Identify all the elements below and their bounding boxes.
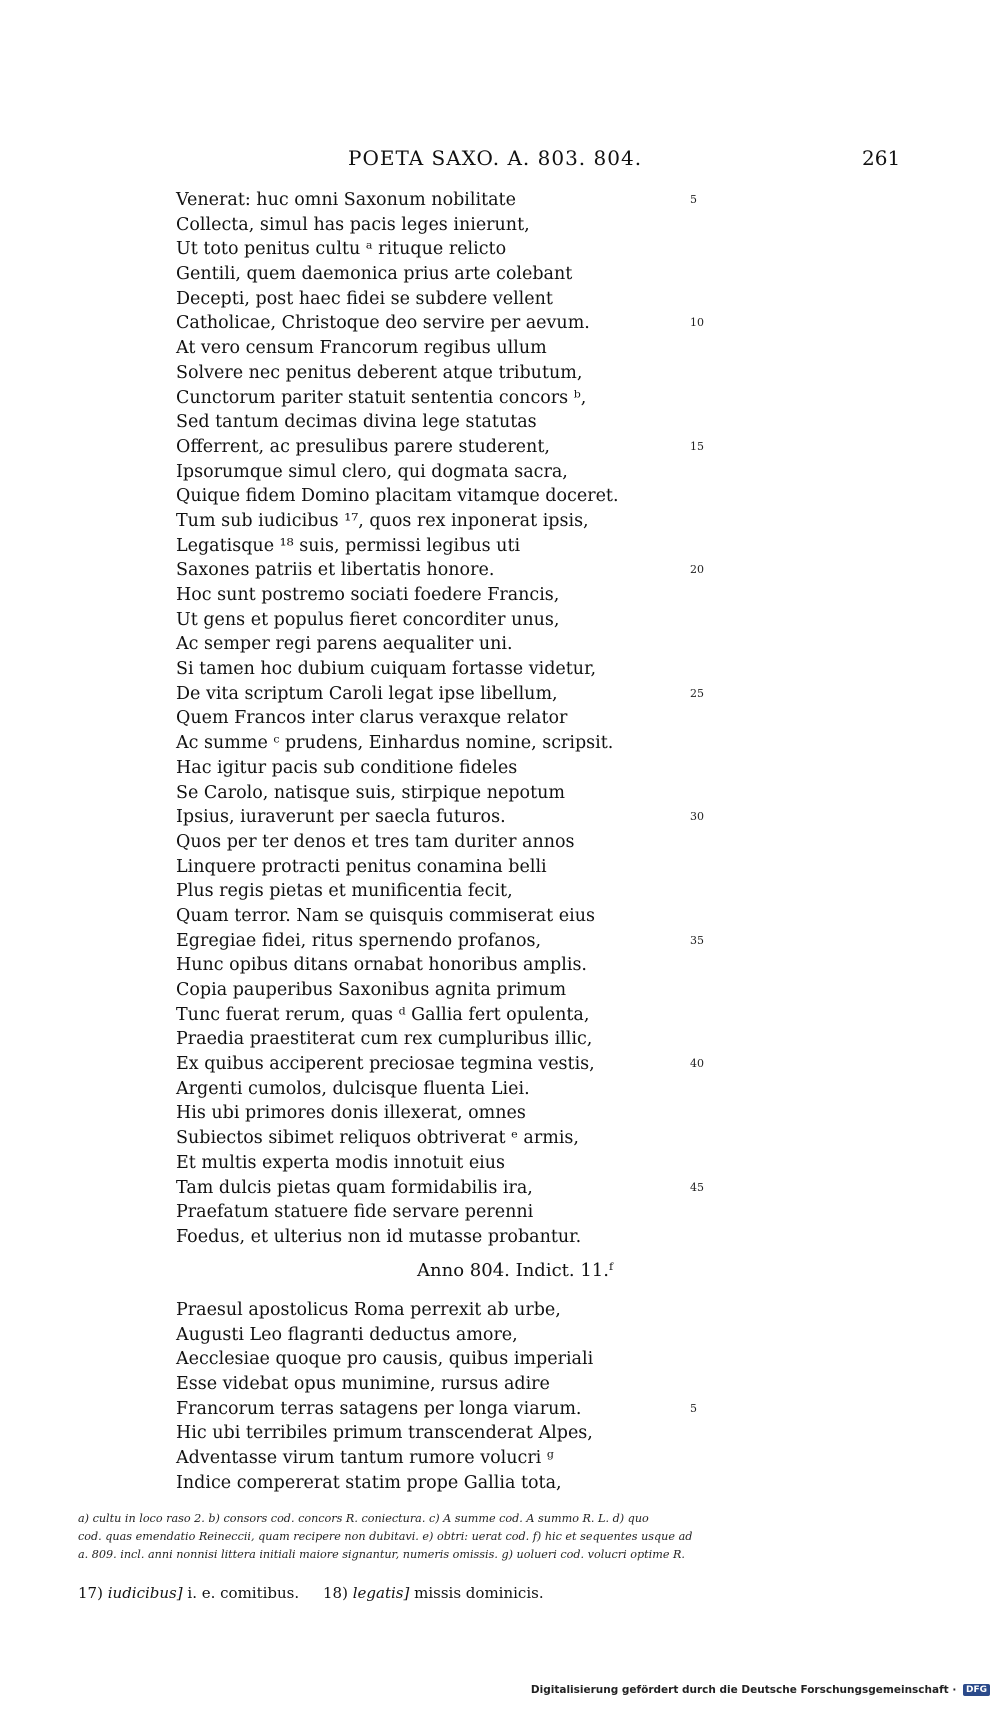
verse-text: Gentili, quem daemonica prius arte colebant: [176, 264, 573, 285]
verse-text: Decepti, post haec fidei se subdere vellent: [176, 288, 553, 309]
note-18-text: missis dominicis.: [414, 1584, 544, 1602]
verse-text: Praesul apostolicus Roma perrexit ab urbe,: [176, 1300, 561, 1320]
verse-line: [176, 855, 736, 880]
note-18-term: legatis]: [352, 1584, 410, 1602]
verse-line: [176, 1446, 736, 1471]
note-18-number: 18): [323, 1584, 348, 1602]
verse-line: [176, 1471, 736, 1496]
verse-line: [176, 410, 736, 435]
verse-text: Quam terror. Nam se quisquis commiserat eius: [176, 905, 595, 926]
verse-line: [176, 262, 736, 287]
verse-line: [176, 1347, 736, 1372]
verse-line: [176, 682, 736, 707]
verse-line: [176, 509, 736, 534]
page-header: [0, 146, 1000, 176]
verse-line: [176, 608, 736, 633]
verse-text: Egregiae fidei, ritus spernendo profanos,: [176, 930, 542, 951]
digitization-credit: [531, 1684, 990, 1696]
verse-text: At vero censum Francorum regibus ullum: [176, 338, 547, 359]
footnote-line: a. 809. incl. anni nonnisi littera initiali maiore signantur, numeris omissis. g) uolueri cod. volucri optime R.: [78, 1548, 685, 1561]
verse-text: His ubi primores donis illexerat, omnes: [176, 1103, 526, 1124]
verse-text: Quem Francos inter clarus veraxque relator: [176, 708, 568, 729]
line-number: 25: [690, 686, 704, 700]
verse-line: [176, 311, 736, 336]
verse-text: Praedia praestiterat cum rex cumpluribus illic,: [176, 1029, 593, 1050]
line-number: 20: [690, 563, 704, 577]
verse-line: [176, 583, 736, 608]
verse-text: Ex quibus acciperent preciosae tegmina vestis,: [176, 1054, 595, 1075]
verse-text: Ac summe ᶜ prudens, Einhardus nomine, scripsit.: [176, 733, 614, 754]
page-number: 261: [862, 146, 901, 170]
line-number: 5: [690, 193, 697, 206]
line-number: 30: [690, 810, 704, 824]
verse-line: [176, 781, 736, 806]
verse-text: Sed tantum decimas divina lege statutas: [176, 412, 537, 433]
verse-line: [176, 237, 736, 262]
line-number: 35: [690, 933, 704, 947]
verse-text: Cunctorum pariter statuit sententia concors ᵇ,: [176, 387, 587, 408]
verse-text: Offerrent, ac presulibus parere studerent,: [176, 436, 550, 457]
verse-line: [176, 756, 736, 781]
verse-line: [176, 706, 736, 731]
verse-text: Argenti cumolos, dulcisque fluenta Liei.: [176, 1078, 530, 1099]
verse-line: [176, 558, 736, 583]
verse-text: Hoc sunt postremo sociati foedere Francis,: [176, 585, 560, 605]
line-number: 45: [690, 1180, 704, 1194]
verse-text: Hunc opibus ditans ornabat honoribus amplis.: [176, 955, 587, 976]
verse-line: [176, 805, 736, 830]
verse-line: [176, 361, 736, 386]
verse-text: Esse videbat opus munimine, rursus adire: [176, 1374, 550, 1395]
verse-text: Ipsius, iuraverunt per saecla futuros.: [176, 807, 506, 828]
verse-line: [176, 953, 736, 978]
verse-line: [176, 904, 736, 929]
verse-line: [176, 1151, 736, 1176]
verse-line: [176, 731, 736, 756]
verse-text: De vita scriptum Caroli legat ipse libellum,: [176, 683, 558, 704]
credit-text: Digitalisierung gefördert durch die Deutsche Forschungsgemeinschaft ·: [530, 1684, 957, 1696]
verse-text: Linquere protracti penitus conamina belli: [176, 856, 547, 877]
verse-text: Ac semper regi parens aequaliter uni.: [176, 634, 513, 655]
verse-text: Ut toto penitus cultu ᵃ rituque relicto: [176, 239, 507, 260]
verse-text: Hic ubi terribiles primum transcenderat Alpes,: [176, 1423, 593, 1444]
verse-text: Hac igitur pacis sub conditione fideles: [176, 757, 518, 778]
verse-line: [176, 1397, 736, 1422]
section-heading: Anno 804. Indict. 11.ᶠ: [417, 1260, 613, 1281]
verse-line: [176, 1027, 736, 1052]
verse-text: Tam dulcis pietas quam formidabilis ira,: [176, 1177, 533, 1198]
verse-line: [176, 1323, 736, 1348]
verse-text: Ut gens et populus fieret concorditer unus,: [176, 609, 560, 630]
verse-line: [176, 1126, 736, 1151]
verse-line: [176, 1176, 736, 1201]
footnote-line: a) cultu in loco raso 2. b) consors cod. concors R. coniectura. c) A summe cod. A summo R. L. d) quo: [78, 1512, 649, 1525]
verse-line: [176, 534, 736, 559]
verse-line: [176, 484, 736, 509]
verse-text: Quique fidem Domino placitam vitamque doceret.: [176, 486, 619, 507]
verse-text: Praefatum statuere fide servare perenni: [176, 1202, 534, 1223]
running-title: POETA SAXO. A. 803. 804.: [348, 146, 643, 170]
verse-line: [176, 188, 736, 213]
verse-text: Et multis experta modis innotuit eius: [176, 1152, 506, 1173]
verse-text: Quos per ter denos et tres tam duriter annos: [176, 831, 575, 852]
verse-line: [176, 632, 736, 657]
footnote-line: cod. quas emendatio Reineccii, quam recipere non dubitavi. e) obtri: uerat cod. f) hic et sequentes usque ad: [78, 1530, 693, 1543]
dfg-logo: DFG: [963, 1684, 990, 1696]
verse-text: Si tamen hoc dubium cuiquam fortasse videtur,: [176, 659, 597, 680]
verse-text: Adventasse virum tantum rumore volucri ᵍ: [176, 1448, 554, 1469]
verse-text: Ipsorumque simul clero, qui dogmata sacra,: [176, 461, 568, 482]
verse-text: Plus regis pietas et munificentia fecit,: [176, 881, 513, 902]
verse-text: Se Carolo, natisque suis, stirpique nepotum: [176, 782, 565, 803]
verse-line: [176, 435, 736, 460]
verse-line: [176, 213, 736, 238]
verse-line: [176, 386, 736, 411]
verse-text: Subiectos sibimet reliquos obtriverat ᵉ armis,: [176, 1128, 579, 1149]
explanatory-notes: [78, 1584, 544, 1602]
verse-line: [176, 336, 736, 361]
verse-line: [176, 929, 736, 954]
verse-line: [176, 1372, 736, 1397]
line-number: 5: [690, 1401, 697, 1415]
verse-line: [176, 1421, 736, 1446]
verse-text: Catholicae, Christoque deo servire per aevum.: [176, 313, 590, 334]
line-number: 10: [690, 316, 704, 330]
verse-text: Tum sub iudicibus ¹⁷, quos rex inponerat ipsis,: [176, 510, 589, 531]
verse-line: [176, 830, 736, 855]
note-17-text: i. e. comitibus.: [187, 1584, 300, 1602]
verse-text: Copia pauperibus Saxonibus agnita primum: [176, 980, 567, 1000]
verse-text: Indice compererat statim prope Gallia tota,: [176, 1472, 562, 1493]
verse-line: [176, 1077, 736, 1102]
verse-line: [176, 1200, 736, 1225]
verse-line: [176, 1298, 736, 1323]
critical-footnotes: [78, 1510, 888, 1564]
verse-line: [176, 1003, 736, 1028]
verse-text: Francorum terras satagens per longa viarum.: [176, 1398, 582, 1419]
verse-text: Tunc fuerat rerum, quas ᵈ Gallia fert opulenta,: [176, 1004, 590, 1025]
verse-line: [176, 287, 736, 312]
verse-text: Saxones patriis et libertatis honore.: [176, 560, 495, 581]
verse-line: [176, 879, 736, 904]
verse-text: Legatisque ¹⁸ suis, permissi legibus uti: [176, 535, 521, 556]
line-number: 40: [690, 1057, 704, 1071]
note-17-number: 17): [78, 1584, 103, 1602]
verse-line: [176, 460, 736, 485]
verse-line: [176, 657, 736, 682]
verse-line: [176, 1225, 736, 1250]
verse-text: Solvere nec penitus deberent atque tributum,: [176, 362, 583, 383]
verse-block-1803: [176, 188, 736, 1250]
verse-line: [176, 1101, 736, 1126]
verse-text: Foedus, et ulterius non id mutasse probantur.: [176, 1226, 582, 1247]
verse-text: Augusti Leo flagranti deductus amore,: [176, 1324, 518, 1345]
line-number: 15: [690, 439, 704, 453]
verse-block-1804: [176, 1298, 736, 1496]
verse-text: Aecclesiae quoque pro causis, quibus imperiali: [176, 1349, 594, 1370]
verse-line: [176, 1052, 736, 1077]
verse-line: [176, 978, 736, 1003]
verse-text: Venerat: huc omni Saxonum nobilitate: [176, 190, 516, 210]
verse-text: Collecta, simul has pacis leges inierunt,: [176, 214, 530, 235]
note-17-term: iudicibus]: [107, 1584, 183, 1602]
